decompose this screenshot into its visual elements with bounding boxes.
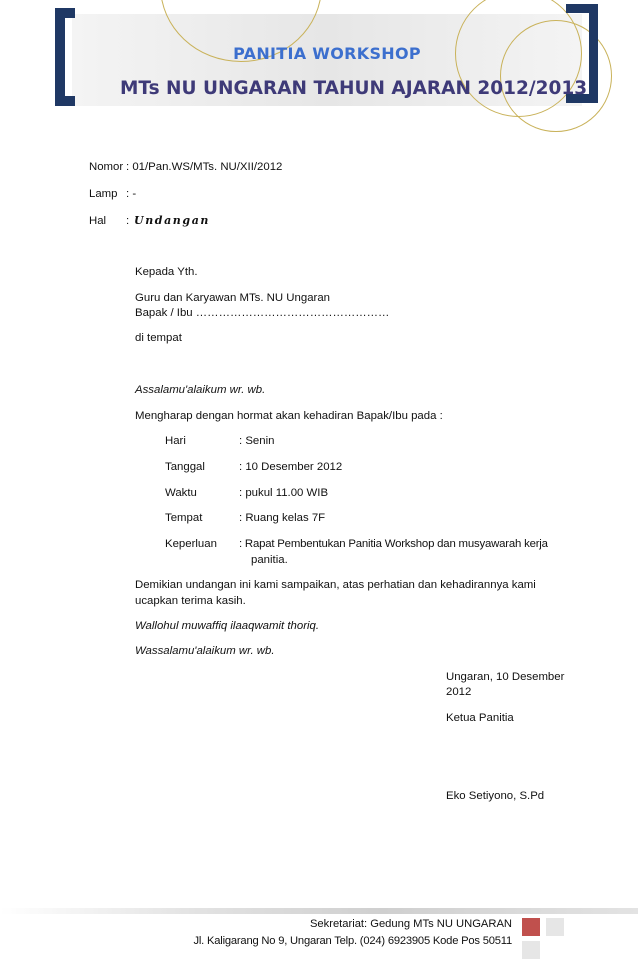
recipient-line-2: Bapak / Ibu ……………………………………………: [135, 307, 390, 319]
hal-value: Undangan: [134, 214, 211, 227]
detail-label-waktu: Waktu: [165, 487, 197, 499]
signature-place-date: Ungaran, 10 Desember: [446, 671, 565, 683]
detail-value-waktu: : pukul 11.00 WIB: [239, 487, 329, 499]
detail-value-keperluan: : Rapat Pembentukan Panitia Workshop dan musyawarah kerja: [239, 538, 548, 550]
intro-text: Mengharap dengan hormat akan kehadiran Bapak/Ibu pada :: [135, 410, 443, 422]
footer-address-line-1: Sekretariat: Gedung MTs NU UNGARAN: [309, 918, 512, 930]
detail-value-hari: : Senin: [239, 435, 275, 447]
recipient-line-1: Guru dan Karyawan MTs. NU Ungaran: [135, 292, 330, 304]
signature-year: 2012: [446, 686, 472, 698]
closing-line-2: ucapkan terima kasih.: [135, 595, 246, 607]
detail-label-tanggal: Tanggal: [165, 461, 205, 473]
nomor-label: Nomor: [89, 161, 124, 173]
recipient-greeting: Kepada Yth.: [135, 266, 198, 278]
hal-colon: :: [126, 215, 130, 227]
signature-role: Ketua Panitia: [446, 712, 514, 724]
lamp-value: : -: [126, 188, 137, 200]
detail-value-tempat: : Ruang kelas 7F: [239, 512, 326, 524]
footer-grey-square-1: [546, 918, 564, 936]
footer-address-line-2: Jl. Kaligarang No 9, Ungaran Telp. (024) 6923905 Kode Pos 50511: [193, 935, 512, 947]
footer-grey-square-2: [522, 941, 540, 959]
wallohul-text: Wallohul muwaffiq ilaaqwamit thoriq.: [135, 620, 320, 632]
salam-close: Wassalamu'alaikum wr. wb.: [135, 645, 275, 657]
detail-value-keperluan-cont: panitia.: [251, 554, 288, 566]
header-title: PANITIA WORKSHOP: [233, 44, 421, 63]
signature-name: Eko Setiyono, S.Pd: [446, 790, 545, 802]
detail-label-hari: Hari: [165, 435, 186, 447]
hal-label: Hal: [89, 215, 107, 227]
footer-divider: [0, 908, 638, 914]
footer-accent-square: [522, 918, 540, 936]
salam-open: Assalamu'alaikum wr. wb.: [135, 384, 266, 396]
recipient-line-3: di tempat: [135, 332, 182, 344]
detail-label-keperluan: Keperluan: [165, 538, 217, 550]
header-subtitle: MTs NU UNGARAN TAHUN AJARAN 2012/2013: [120, 78, 588, 99]
closing-line-1: Demikian undangan ini kami sampaikan, atas perhatian dan kehadirannya kami: [135, 579, 536, 591]
nomor-value: : 01/Pan.WS/MTs. NU/XII/2012: [126, 161, 283, 173]
detail-label-tempat: Tempat: [165, 512, 203, 524]
lamp-label: Lamp: [89, 188, 118, 200]
detail-value-tanggal: : 10 Desember 2012: [239, 461, 343, 473]
